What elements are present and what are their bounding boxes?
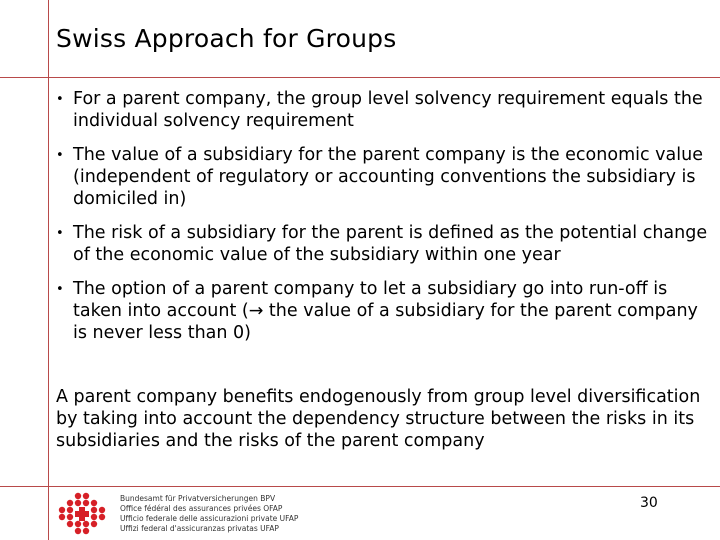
org-line: Ufficio federale delle assicurazioni private UFAP xyxy=(120,514,299,523)
bullet-list xyxy=(56,88,716,356)
bullet-dot-icon: • xyxy=(56,226,64,241)
bullet-text: For a parent company, the group level solvency requirement equals the individual solvency requirement xyxy=(73,89,703,131)
list-item xyxy=(56,144,716,210)
title-rule xyxy=(0,77,720,78)
org-line: Uffizi federal d'assicuranzas privatas UFAP xyxy=(120,524,279,533)
bullet-text: The value of a subsidiary for the parent company is the economic value (independent of regulatory or accounting conventions the subsidiary is domiciled in) xyxy=(73,145,703,209)
list-item xyxy=(56,88,716,132)
footer-rule xyxy=(0,486,720,487)
bullet-dot-icon: • xyxy=(56,92,64,107)
bullet-dot-icon: • xyxy=(56,148,64,163)
summary-paragraph: A parent company benefits endogenously from group level diversification by taking into account the dependency structure between the risks in its subsidiaries and the risks of the parent company xyxy=(56,387,701,451)
list-item xyxy=(56,222,716,266)
org-line: Office fédéral des assurances privées OFAP xyxy=(120,504,283,513)
bullet-dot-icon: • xyxy=(56,282,64,297)
page-number: 30 xyxy=(640,495,658,511)
org-line: Bundesamt für Privatversicherungen BPV xyxy=(120,494,276,503)
org-name-block xyxy=(120,494,298,534)
federal-logo-icon xyxy=(56,491,112,535)
page-title: Swiss Approach for Groups xyxy=(56,24,397,53)
vertical-rule xyxy=(48,0,49,540)
bullet-text: The option of a parent company to let a subsidiary go into run-off is taken into account (→ the value of a subsidiary for the parent company is never less than 0) xyxy=(73,279,698,343)
list-item xyxy=(56,278,716,344)
bullet-text: The risk of a subsidiary for the parent is defined as the potential change of the economic value of the subsidiary within one year xyxy=(73,223,708,265)
